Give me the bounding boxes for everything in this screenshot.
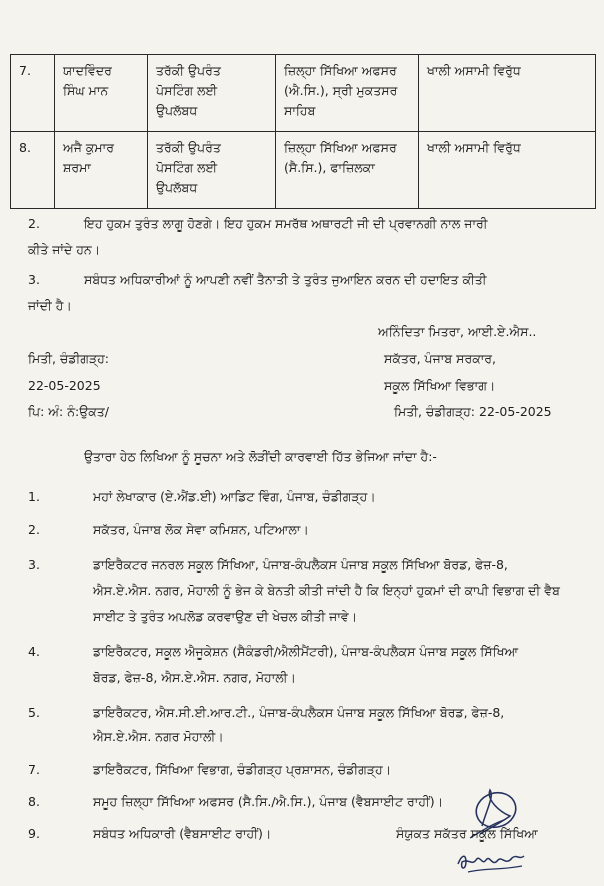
para-2-line-1: ਇਹ ਹੁਕਮ ਤੁਰੰਤ ਲਾਗੂ ਹੋਣਗੇ। ਇਹ ਹੁਕਮ ਸਮਰੱਥ ਅਥਾਰਟੀ ਜੀ ਦੀ ਪ੍ਰਵਾਨਗੀ ਨਾਲ ਜਾਰੀ bbox=[84, 216, 488, 231]
list-item-text: ਡਾਇਰੈਕਟਰ, ਸਿੱਖਿਆ ਵਿਭਾਗ, ਚੰਡੀਗੜ੍ਹ ਪ੍ਰਸ਼ਾਸਨ, ਚੰਡੀਗੜ੍ਹ। bbox=[93, 762, 392, 777]
list-item-text: ਡਾਇਰੈਕਟਰ, ਐਸ.ਸੀ.ਈ.ਆਰ.ਟੀ., ਪੰਜਾਬ-ਕੰਪਲੈਕਸ ਪੰਜਾਬ ਸਕੂਲ ਸਿੱਖਿਆ ਬੋਰਡ, ਫੇਜ਼-8, bbox=[93, 705, 505, 720]
remark: ਖਾਲੀ ਅਸਾਮੀ ਵਿਰੁੱਧ bbox=[427, 63, 521, 78]
list-item-number: 3. bbox=[28, 557, 40, 572]
promotion-status: ਪੋਸਟਿੰਗ ਲਈ bbox=[156, 83, 218, 98]
list-item-number: 7. bbox=[28, 762, 40, 777]
signatory-designation: ਸਕੱਤਰ, ਪੰਜਾਬ ਸਰਕਾਰ, bbox=[384, 351, 497, 366]
list-item-number: 5. bbox=[28, 705, 40, 720]
table-row bbox=[11, 132, 596, 209]
dispatch-date-right: ਮਿਤੀ, ਚੰਡੀਗੜ੍ਹ: 22-05-2025 bbox=[394, 404, 552, 419]
list-item bbox=[10, 552, 596, 630]
para-3-line-1: ਸਬੰਧਤ ਅਧਿਕਾਰੀਆਂ ਨੂੰ ਆਪਣੀ ਨਵੀਂ ਤੈਨਾਤੀ ਤੇ ਤੁਰੰਤ ਜੁਆਇਨ ਕਰਨ ਦੀ ਹਦਾਇਤ ਕੀਤੀ bbox=[84, 272, 487, 287]
promotion-status: ਪੋਸਟਿੰਗ ਲਈ bbox=[156, 160, 218, 175]
endorsement-number: ਪਿ: ਅੰ: ਨੰ:ਉਕਤ/ bbox=[28, 404, 110, 419]
posted-as: ਸਾਹਿਬ bbox=[284, 103, 316, 118]
posted-as: ਜ਼ਿਲ੍ਹਾ ਸਿੱਖਿਆ ਅਫਸਰ bbox=[284, 140, 397, 155]
list-item-number: 2. bbox=[28, 522, 40, 537]
sr-no: 7. bbox=[19, 63, 31, 78]
promotion-status: ਉਪਲੱਬਧ bbox=[156, 180, 198, 195]
officer-name: ਯਾਦਵਿੰਦਰ bbox=[63, 63, 112, 78]
list-item-number: 9. bbox=[28, 826, 40, 841]
para-3-number: 3. bbox=[28, 272, 40, 287]
posted-as: ਜ਼ਿਲ੍ਹਾ ਸਿੱਖਿਆ ਅਫਸਰ bbox=[284, 63, 397, 78]
table-row bbox=[11, 55, 596, 132]
posted-as: (ਐ.ਸਿ.), ਸ੍ਰੀ ਮੁਕਤਸਰ bbox=[284, 83, 398, 98]
list-item-text: ਸਮੂਹ ਜ਼ਿਲ੍ਹਾ ਸਿੱਖਿਆ ਅਫਸਰ (ਸੈ.ਸਿ./ਐ.ਸਿ.), ਪੰਜਾਬ (ਵੈਬਸਾਈਟ ਰਾਹੀਂ)। bbox=[93, 794, 444, 809]
promotion-status: ਤਰੱਕੀ ਉਪਰੰਤ bbox=[156, 63, 221, 78]
list-item bbox=[10, 486, 596, 508]
copy-intro: ਉਤਾਰਾ ਹੇਠ ਲਿਖਿਆ ਨੂੰ ਸੂਚਨਾ ਅਤੇ ਲੋੜੀਂਦੀ ਕਾਰਵਾਈ ਹਿੱਤ ਭੇਜਿਆ ਜਾਂਦਾ ਹੈ:- bbox=[84, 449, 437, 464]
list-item bbox=[10, 759, 596, 781]
list-item-text: ਐਸ.ਏ.ਐਸ. ਨਗਰ, ਮੋਹਾਲੀ ਨੂੰ ਭੇਜ ਕੇ ਬੇਨਤੀ ਕੀਤੀ ਜਾਂਦੀ ਹੈ ਕਿ ਇਨ੍ਹਾਂ ਹੁਕਮਾਂ ਦੀ ਕਾਪੀ ਵਿਭਾਗ ਦੀ ਵੈਬ bbox=[93, 583, 560, 598]
posting-table bbox=[10, 54, 596, 209]
sr-no: 8. bbox=[19, 140, 31, 155]
promotion-status: ਤਰੱਕੀ ਉਪਰੰਤ bbox=[156, 140, 221, 155]
officer-name: ਅਜੈ ਕੁਮਾਰ bbox=[63, 140, 114, 155]
list-item-text: ਸਾਈਟ ਤੇ ਤੁਰੰਤ ਅਪਲੋਡ ਕਰਵਾਉਣ ਦੀ ਖੇਚਲ ਕੀਤੀ ਜਾਵੇ। bbox=[93, 609, 358, 624]
list-item-text: ਸਬੰਧਤ ਅਧਿਕਾਰੀ (ਵੈਬਸਾਈਟ ਰਾਹੀਂ)। bbox=[93, 826, 272, 841]
remark: ਖਾਲੀ ਅਸਾਮੀ ਵਿਰੁੱਧ bbox=[427, 140, 521, 155]
para-2-line-2: ਕੀਤੇ ਜਾਂਦੇ ਹਨ। bbox=[28, 242, 101, 257]
list-item-text: ਐਸ.ਏ.ਐਸ. ਨਗਰ ਮੋਹਾਲੀ। bbox=[93, 729, 224, 744]
list-item-text: ਮਹਾਂ ਲੇਖਾਕਾਰ (ਏ.ਐਂਡ.ਈ) ਆਡਿਟ ਵਿੰਗ, ਪੰਜਾਬ, ਚੰਡੀਗੜ੍ਹ। bbox=[93, 489, 376, 504]
list-item-text: ਡਾਇਰੈਕਟਰ, ਸਕੂਲ ਐਜੂਕੇਸ਼ਨ (ਸੈਕੰਡਰੀ/ਐਲੀਮੈਂਟਰੀ), ਪੰਜਾਬ-ਕੰਪਲੈਕਸ ਪੰਜਾਬ ਸਕੂਲ ਸਿੱਖਿਆ bbox=[93, 644, 519, 659]
signatory-name: ਅਨਿੰਦਿਤਾ ਮਿਤਰਾ, ਆਈ.ਏ.ਐਸ.. bbox=[378, 324, 537, 339]
para-2-number: 2. bbox=[28, 216, 40, 231]
list-item-number: 8. bbox=[28, 794, 40, 809]
posted-as: (ਸੈ.ਸਿ.), ਫਾਜ਼ਿਲਕਾ bbox=[284, 160, 375, 175]
list-item-number: 1. bbox=[28, 489, 40, 504]
list-item bbox=[10, 639, 596, 691]
initials-scribble-icon bbox=[454, 848, 528, 878]
list-item-text: ਸਕੱਤਰ, ਪੰਜਾਬ ਲੋਕ ਸੇਵਾ ਕਮਿਸ਼ਨ, ਪਟਿਆਲਾ। bbox=[93, 522, 309, 537]
list-item-text: ਬੋਰਡ, ਫੇਜ਼-8, ਐਸ.ਏ.ਐਸ. ਨਗਰ, ਮੋਹਾਲੀ। bbox=[93, 670, 296, 685]
list-item-text: ਡਾਇਰੈਕਟਰ ਜਨਰਲ ਸਕੂਲ ਸਿੱਖਿਆ, ਪੰਜਾਬ-ਕੰਪਲੈਕਸ ਪੰਜਾਬ ਸਕੂਲ ਸਿੱਖਿਆ ਬੋਰਡ, ਫੇਜ਼-8, bbox=[93, 557, 508, 572]
officer-name: ਸ਼ਰਮਾ bbox=[63, 160, 91, 175]
promotion-status: ਉਪਲੱਬਧ bbox=[156, 103, 198, 118]
list-item bbox=[10, 519, 596, 541]
date-label: ਮਿਤੀ, ਚੰਡੀਗੜ੍ਹ: bbox=[28, 351, 110, 366]
para-3-line-2: ਜਾਂਦੀ ਹੈ। bbox=[28, 298, 72, 313]
list-item bbox=[10, 701, 596, 749]
order-date: 22-05-2025 bbox=[28, 378, 101, 393]
signatory-department: ਸਕੂਲ ਸਿੱਖਿਆ ਵਿਭਾਗ। bbox=[384, 378, 496, 393]
officer-name: ਸਿੰਘ ਮਾਨ bbox=[63, 83, 109, 98]
bottom-signatory: ਸੰਯੁਕਤ ਸਕੱਤਰ ਸਕੂਲ ਸਿੱਖਿਆ bbox=[396, 826, 538, 841]
list-item-number: 4. bbox=[28, 644, 40, 659]
